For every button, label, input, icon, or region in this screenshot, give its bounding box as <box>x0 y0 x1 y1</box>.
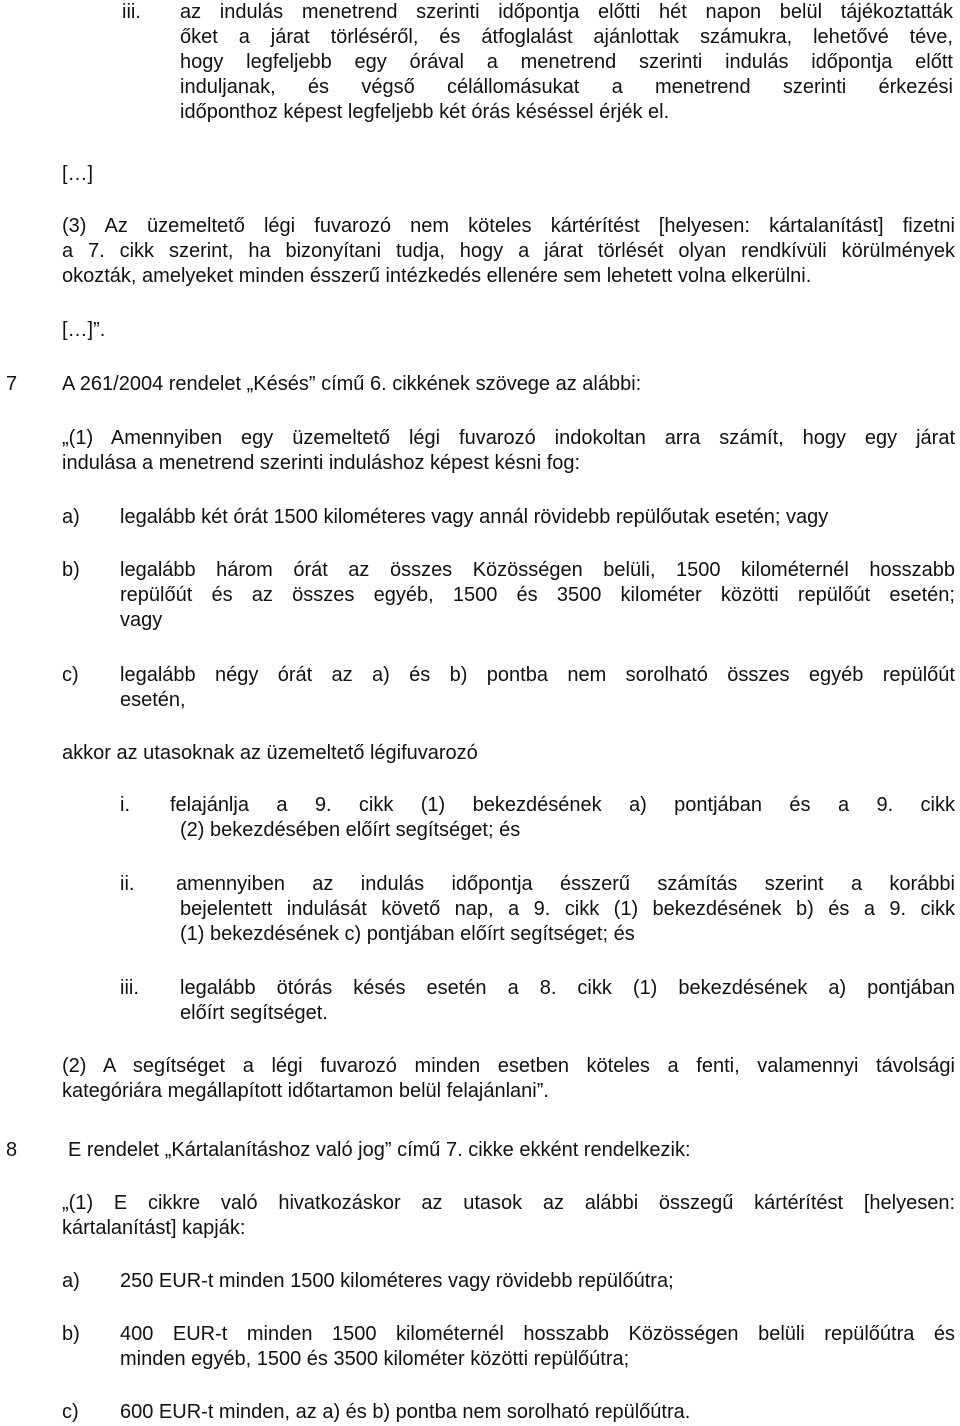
text-line: a 7. cikk szerint, ha bizonyítani tudja, hogy a járat törlését olyan rendkívüli körülmények <box>62 240 955 262</box>
text-line: hogy legfeljebb egy órával a menetrend szerinti indulás időpontja előtt <box>180 51 953 73</box>
text-line: minden egyéb, 1500 és 3500 kilométer közötti repülőútra; <box>120 1348 630 1370</box>
item-label: iii. <box>120 977 139 999</box>
item-label: c) <box>62 1401 79 1423</box>
text-line: esetén, <box>120 689 186 711</box>
list-item <box>120 663 955 713</box>
item-label: i. <box>120 794 130 816</box>
text-line: induljanak, és végső célállomásukat a menetrend szerinti érkezési <box>180 76 953 98</box>
text-line: (2) A segítséget a légi fuvarozó minden esetben köteles a fenti, valamennyi távolsági <box>62 1055 955 1077</box>
list-item-continuation <box>180 818 955 843</box>
footnote-text: A 261/2004 rendelet „Késés” című 6. cikkének szövege az alábbi: <box>62 373 642 395</box>
list-item <box>120 1322 955 1372</box>
footnote-number: 8 <box>6 1139 18 1161</box>
text-line: felajánlja a 9. cikk (1) bekezdésének a) pontjában és a 9. cikk <box>170 794 955 816</box>
item-label: a) <box>62 1270 80 1292</box>
text-line: indulása a menetrend szerinti induláshoz képest késni fog: <box>62 452 581 474</box>
text-line: kártalanítást] kapják: <box>62 1217 246 1239</box>
ellipsis: […] <box>62 163 94 185</box>
article-6-then: akkor az utasoknak az üzemeltető légifuvarozó <box>62 742 478 764</box>
text-line: őket a járat törléséről, és átfoglalást ajánlottak számukra, lehetővé téve, <box>180 26 953 48</box>
text-line: legalább négy órát az a) és b) pontba nem sorolható összes egyéb repülőút <box>120 664 955 686</box>
text-line: 600 EUR-t minden, az a) és b) pontba nem sorolható repülőútra. <box>120 1401 691 1423</box>
text-line: repülőút és az összes egyéb, 1500 és 3500 kilométer közötti repülőút esetén; <box>120 584 955 606</box>
text-line: időponthoz képest legfeljebb két órás késéssel érjék el. <box>180 101 670 123</box>
list-item <box>180 976 955 1026</box>
item-label: ii. <box>120 873 135 895</box>
list-item <box>120 1400 955 1425</box>
list-item <box>120 558 955 633</box>
text-line: vagy <box>120 609 163 631</box>
ellipsis: […]”. <box>62 319 106 341</box>
list-item <box>120 1269 955 1294</box>
text-line: 400 EUR-t minden 1500 kilométernél hosszabb Közösségen belüli repülőútra és <box>120 1323 955 1345</box>
text-line: (2) bekezdésében előírt segítséget; és <box>180 819 521 841</box>
text-line: kategóriára megállapított időtartamon belül felajánlani”. <box>62 1080 549 1102</box>
text-line: előírt segítséget. <box>180 1002 328 1024</box>
text-line: legalább három órát az összes Közösségen belüli, 1500 kilométernél hosszabb <box>120 559 955 581</box>
article-6-paragraph-2 <box>62 1054 955 1104</box>
article-7-intro <box>62 1191 955 1241</box>
text-line: „(1) E cikkre való hivatkozáskor az utasok az alábbi összegű kártérítést [helyesen: <box>62 1192 955 1214</box>
text-line: „(1) Amennyiben egy üzemeltető légi fuvarozó indokoltan arra számít, hogy egy járat <box>62 427 955 449</box>
top-item-text <box>180 0 953 125</box>
footnote-number: 7 <box>6 373 18 395</box>
list-item <box>176 872 955 897</box>
text-line: okozták, amelyeket minden ésszerű intézkedés ellenére sem lehetett volna elkerülni. <box>62 265 812 287</box>
text-line: amennyiben az indulás időpontja ésszerű számítás szerint a korábbi <box>176 873 955 895</box>
item-label: a) <box>62 506 80 528</box>
text-line: az indulás menetrend szerinti időpontja előtti hét napon belül tájékoztatták <box>180 1 953 23</box>
text-line: legalább két órát 1500 kilométeres vagy annál rövidebb repülőutak esetén; vagy <box>120 506 829 528</box>
item-label: c) <box>62 664 79 686</box>
text-line: 250 EUR-t minden 1500 kilométeres vagy rövidebb repülőútra; <box>120 1270 674 1292</box>
text-line: legalább ötórás késés esetén a 8. cikk (1) bekezdésének a) pontjában <box>180 977 955 999</box>
text-line: bejelentett indulását követő nap, a 9. cikk (1) bekezdésének b) és a 9. cikk <box>180 898 955 920</box>
list-item <box>120 505 955 530</box>
footnote-text: E rendelet „Kártalanításhoz való jog” című 7. cikke ekként rendelkezik: <box>68 1139 691 1161</box>
list-item <box>170 793 955 818</box>
item-label: iii. <box>122 1 141 23</box>
text-line: (1) bekezdésének c) pontjában előírt segítséget; és <box>180 923 635 945</box>
article-6-intro <box>62 426 955 476</box>
item-label: b) <box>62 1323 80 1345</box>
list-item-continuation <box>180 897 955 947</box>
paragraph-3 <box>62 214 955 289</box>
text-line: (3) Az üzemeltető légi fuvarozó nem köteles kártérítést [helyesen: kártalanítást] fizetni <box>62 215 955 237</box>
item-label: b) <box>62 559 80 581</box>
